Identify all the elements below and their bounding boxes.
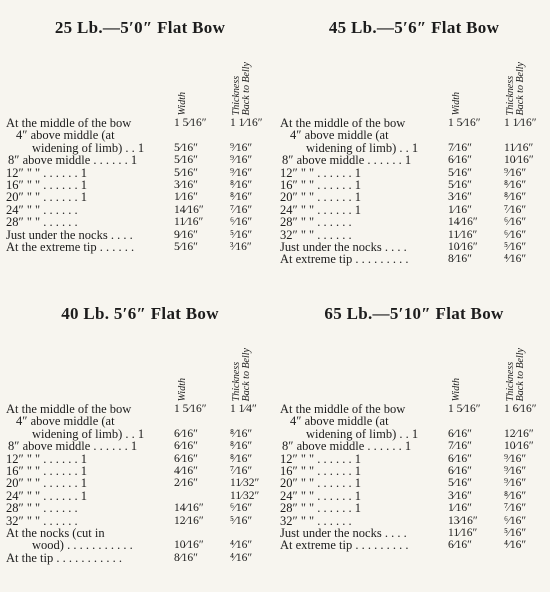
table-row: 20″ " " . . . . . . 1 3⁄16″ ⁸⁄16″ bbox=[280, 190, 527, 205]
table-40lb-5ft6-flat-bow bbox=[6, 300, 274, 564]
table-row: widening of limb) . . 1 7⁄16″ 11⁄16″ bbox=[306, 140, 534, 155]
column-headers bbox=[6, 42, 274, 117]
table-row: At the middle of the bow 1 5⁄16″ 1 6⁄16″ bbox=[280, 402, 537, 416]
table-row: 12″ " " . . . . . . 1 6⁄16″ ⁸⁄16″ bbox=[6, 451, 253, 466]
table-row: widening of limb) . . 1 6⁄16″ ⁸⁄16″ bbox=[32, 426, 253, 441]
table-row: 4″ above middle (at bbox=[16, 128, 115, 143]
table-row: Just under the nocks . . . . 11⁄16″ ⁵⁄16″ bbox=[280, 525, 527, 540]
table-row: 20″ " " . . . . . . 1 5⁄16″ ⁹⁄16″ bbox=[280, 476, 527, 491]
table-row: 8″ above middle . . . . . . 1 7⁄16″ 10⁄16″ bbox=[282, 439, 534, 454]
table-65lb-5ft10-flat-bow bbox=[280, 300, 548, 552]
thickness-column-header: Thickness Back to Belly bbox=[505, 347, 526, 401]
table-row: 8″ above middle . . . . . . 1 6⁄16″ ⁸⁄16″ bbox=[8, 439, 253, 454]
table-rows bbox=[280, 117, 548, 266]
table-row: wood) . . . . . . . . . . . 10⁄16″ ⁴⁄16″ bbox=[32, 538, 253, 553]
table-row: 24″ " " . . . . . . 1 3⁄16″ ⁸⁄16″ bbox=[280, 488, 527, 503]
table-row: At extreme tip . . . . . . . . . 8⁄16″ ⁴⁄16″ bbox=[280, 252, 527, 267]
table-row: 16″ " " . . . . . . 1 6⁄16″ ⁹⁄16″ bbox=[280, 463, 527, 478]
width-column-header: Width bbox=[451, 377, 462, 401]
table-row: 4″ above middle (at bbox=[16, 414, 115, 429]
table-row: 12″ " " . . . . . . 1 5⁄16″ ⁹⁄16″ bbox=[6, 165, 253, 180]
table-row: At extreme tip . . . . . . . . . 6⁄16″ ⁴⁄16″ bbox=[280, 538, 527, 553]
table-row: 24″ " " . . . . . . 14⁄16″ ⁷⁄16″ bbox=[6, 202, 253, 217]
table-row: 16″ " " . . . . . . 1 4⁄16″ ⁷⁄16″ bbox=[6, 463, 253, 478]
table-row: 8″ above middle . . . . . . 1 6⁄16″ 10⁄16″ bbox=[282, 153, 534, 168]
width-column-header: Width bbox=[177, 91, 188, 115]
table-row: 24″ " " . . . . . . 1 11⁄32″ bbox=[6, 488, 260, 503]
table-row: 4″ above middle (at bbox=[290, 414, 389, 429]
table-row: 12″ " " . . . . . . 1 5⁄16″ ⁹⁄16″ bbox=[280, 165, 527, 180]
table-row: At the middle of the bow 1 5⁄16″ 1 1⁄4″ bbox=[6, 402, 257, 416]
table-title: 40 Lb. 5′6″ Flat Bow bbox=[61, 304, 219, 323]
table-row: 4″ above middle (at bbox=[290, 128, 389, 143]
table-row: widening of limb) . . 1 6⁄16″ 12⁄16″ bbox=[306, 426, 534, 441]
table-row: widening of limb) . . 1 5⁄16″ ⁹⁄16″ bbox=[32, 140, 253, 155]
width-column-header: Width bbox=[451, 91, 462, 115]
width-column-header: Width bbox=[177, 377, 188, 401]
thickness-column-header: Thickness Back to Belly bbox=[231, 61, 252, 115]
table-row: 24″ " " . . . . . . 1 1⁄16″ ⁷⁄16″ bbox=[280, 202, 527, 217]
table-row: At the middle of the bow 1 5⁄16″ 1 1⁄16″ bbox=[280, 116, 537, 130]
column-headers bbox=[280, 42, 548, 117]
table-row: 28″ " " . . . . . . 14⁄16″ ⁶⁄16″ bbox=[280, 215, 527, 230]
thickness-column-header: Thickness Back to Belly bbox=[231, 347, 252, 401]
table-25lb-5ft0-flat-bow bbox=[6, 14, 274, 253]
table-row: 20″ " " . . . . . . 1 1⁄16″ ⁸⁄16″ bbox=[6, 190, 253, 205]
table-row: At the extreme tip . . . . . . 5⁄16″ ³⁄16″ bbox=[6, 239, 252, 254]
thickness-column-header: Thickness Back to Belly bbox=[505, 61, 526, 115]
table-row: 32″ " " . . . . . . 13⁄16″ ⁶⁄16″ bbox=[280, 513, 527, 528]
table-rows bbox=[280, 403, 548, 552]
table-row: Just under the nocks . . . . 10⁄16″ ⁵⁄16″ bbox=[280, 239, 527, 254]
table-row: 12″ " " . . . . . . 1 6⁄16″ ⁹⁄16″ bbox=[280, 451, 527, 466]
table-row: At the tip . . . . . . . . . . . 8⁄16″ ⁴⁄16″ bbox=[6, 550, 253, 565]
table-row: 16″ " " . . . . . . 1 3⁄16″ ⁸⁄16″ bbox=[6, 177, 253, 192]
table-row: 32″ " " . . . . . . 11⁄16″ ⁶⁄16″ bbox=[280, 227, 527, 242]
table-title: 45 Lb.—5′6″ Flat Bow bbox=[328, 18, 500, 37]
table-row: 28″ " " . . . . . . 11⁄16″ ⁶⁄16″ bbox=[6, 215, 253, 230]
table-title: 65 Lb.—5′10″ Flat Bow bbox=[324, 304, 504, 323]
table-row: 28″ " " . . . . . . 1 1⁄16″ ⁷⁄16″ bbox=[280, 501, 527, 516]
table-row: At the middle of the bow 1 5⁄16″ 1 1⁄16″ bbox=[6, 116, 263, 130]
table-row: 28″ " " . . . . . . 14⁄16″ ⁶⁄16″ bbox=[6, 501, 253, 516]
table-row: Just under the nocks . . . . 9⁄16″ ⁵⁄16″ bbox=[6, 227, 253, 242]
table-row: At the nocks (cut in bbox=[6, 525, 105, 540]
table-row: 32″ " " . . . . . . 12⁄16″ ⁵⁄16″ bbox=[6, 513, 253, 528]
column-headers bbox=[280, 328, 548, 403]
table-45lb-5ft6-flat-bow bbox=[280, 14, 548, 266]
table-row: 8″ above middle . . . . . . 1 5⁄16″ ⁹⁄16″ bbox=[8, 153, 253, 168]
table-rows bbox=[6, 403, 274, 564]
column-headers bbox=[6, 328, 274, 403]
table-row: 16″ " " . . . . . . 1 5⁄16″ ⁸⁄16″ bbox=[280, 177, 527, 192]
table-rows bbox=[6, 117, 274, 253]
table-title: 25 Lb.—5′0″ Flat Bow bbox=[54, 18, 226, 37]
table-row: 20″ " " . . . . . . 1 2⁄16″ 11⁄32″ bbox=[6, 476, 260, 491]
